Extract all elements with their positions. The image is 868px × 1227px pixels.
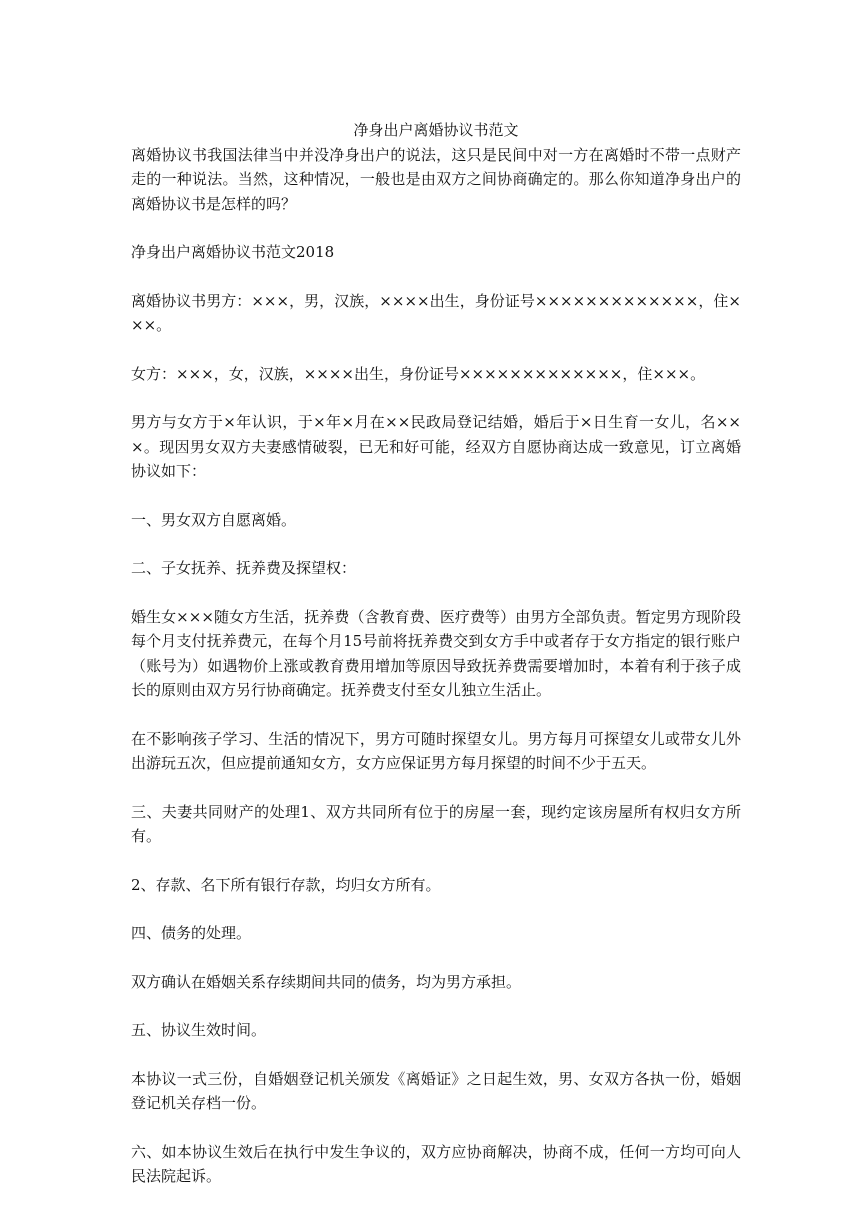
clause-5-effective: 本协议一式三份，自婚姻登记机关颁发《离婚证》之日起生效，男、女双方各执一份，婚姻登记机关存档一份。 xyxy=(131,1069,741,1112)
clause-4-heading: 四、债务的处理。 xyxy=(131,924,252,942)
paragraph-subtitle: 净身出户离婚协议书范文2018 xyxy=(131,243,335,261)
clause-6-disputes: 六、如本协议生效后在执行中发生争议的，双方应协商解决，协商不成，任何一方均可向人民法院起诉。 xyxy=(131,1142,741,1185)
clause-3-property: 三、夫妻共同财产的处理1、双方共同所有位于的房屋一套，现约定该房屋所有权归女方所有。 xyxy=(131,802,741,845)
paragraph-wife-info: 女方：×××，女，汉族，××××出生，身份证号×××××××××××××，住×××。 xyxy=(131,364,706,383)
clause-1-heading: 一、男女双方自愿离婚。 xyxy=(131,510,297,529)
paragraph-background: 男方与女方于×年认识，于×年×月在××民政局登记结婚，婚后于×日生育一女儿，名×××。现因男女双方夫妻感情破裂，已无和好可能，经双方自愿协商达成一致意见，订立离婚协议如下： xyxy=(131,413,741,480)
clause-3-savings: 2、存款、名下所有银行存款，均归女方所有。 xyxy=(131,875,441,894)
paragraph-husband-info: 离婚协议书男方：×××，男，汉族，××××出生，身份证号×××××××××××××，住×××。 xyxy=(131,291,741,334)
paragraph-intro: 离婚协议书我国法律当中并没净身出户的说法，这只是民间中对一方在离婚时不带一点财产走的一种说法。当然，这种情况，一般也是由双方之间协商确定的。那么你知道净身出户的离婚协议书是怎样的吗？ xyxy=(131,145,741,213)
document-page xyxy=(131,118,741,1213)
clause-4-debts: 双方确认在婚姻关系存续期间共同的债务，均为男方承担。 xyxy=(131,972,522,991)
clause-2-visitation: 在不影响孩子学习、生活的情况下，男方可随时探望女儿。男方每月可探望女儿或带女儿外出游玩五次，但应提前通知女方，女方应保证男方每月探望的时间不少于五天。 xyxy=(131,729,741,772)
clause-2-heading: 二、子女抚养、抚养费及探望权： xyxy=(131,559,357,577)
document-title: 净身出户离婚协议书范文 xyxy=(353,121,519,139)
clause-2-child-support: 婚生女×××随女方生活，抚养费（含教育费、医疗费等）由男方全部负责。暂定男方现阶段每个月支付抚养费元，在每个月15号前将抚养费交到女方手中或者存于女方指定的银行账户（账号为）如遇物价上涨或教育费用增加等原因导致抚养费需要增加时，本着有利于孩子成长的原则由双方另行协商确定。抚养费支付至女儿独立生活止。 xyxy=(131,607,741,699)
clause-5-heading: 五、协议生效时间。 xyxy=(131,1021,267,1039)
